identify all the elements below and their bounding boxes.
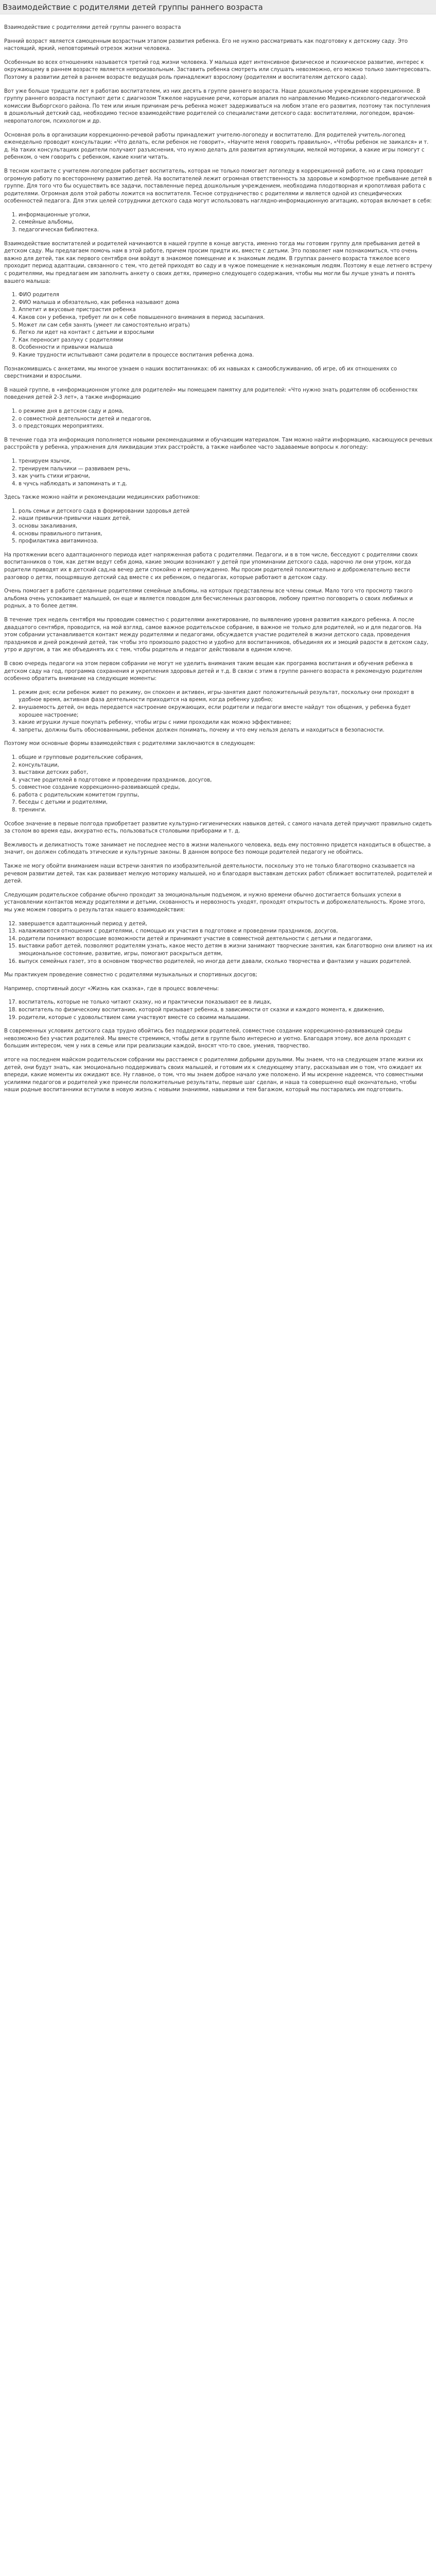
- list-item: 3. выставки детских работ,: [19, 769, 433, 777]
- numbered-list: [3, 754, 433, 815]
- article-paragraph: Взаимодействие воспитателей и родителей начинаются в нашей группе в конце августа, именно тогда мы готовим группу для пребывания детей в детском саду. Мы предлагаем помочь нам в этой работе, причем просим придти их, вместе с детьми. Это позволяет нам познакомиться, что очень важно для детей, так как первого сентября они войдут в знакомое помещение и к знакомым людям. В группах раннего возраста тяжелое всего проходит период адаптации, связанного с тем, что детей приходят во саду и в чужое помещение к незнакомым людям. Поэтому я еще летнего встречу с родителями, мы предлагаем им заполнить анкету о своих детях, примерно следующего содержания, чтобы мы могли бы лучше узнать и понять вашего малыша:: [4, 241, 432, 284]
- article-paragraph: Например, спортивный досуг «Жизнь как сказка», где в процесс вовлечены:: [4, 986, 219, 992]
- list-item: 3. как учить стихи играючи,: [19, 473, 433, 481]
- list-item: 1. ФИО родителя: [19, 292, 433, 299]
- article-paragraph: В течение года эта информация пополняется новыми рекомендациями и обучающим материалом. Там можно найти информацию, касающуюся речевых расстройств у ребенка, упражнения для ликвидации этих расстройств, а также наиболее часто задаваемые вопросы к логопеду:: [4, 437, 433, 451]
- article-paragraph: Основная роль в организации коррекционно-речевой работы принадлежит учителю-логопеду и воспитателю. Для родителей учитель-логопед еженедельно проводит консультации: «Что делать, если ребенок не говорит», «Научите меня говорить правильно», «Чтобы ребенок не заикался» и т. д. На таких консультациях родители получают разъяснения, что нужно делать для развития артикуляции, мелкой моторики, а какие игры помогут с ребенком, о чем говорить с ребенком, какие книги читать.: [4, 132, 429, 161]
- list-item: 3. о предстоящих мероприятиях.: [19, 423, 433, 431]
- list-item: 1. общие и групповые родительские собрания,: [19, 754, 433, 762]
- article-paragraph: Познакомившись с анкетами, мы многое узнаем о наших воспитанниках: об их навыках к самообслуживанию, об игре, об их отношениях со сверстниками и взрослыми.: [4, 366, 397, 380]
- list-item: 2. о совместной деятельности детей и педагогов,: [19, 416, 433, 423]
- list-item: 2. внушаемость детей, он ведь передается настроение окружающих, если родители и педагоги вместе найдут тон общения, у ребенка будет хорошее настроение;: [19, 704, 433, 719]
- article-paragraph: Очень помогает в работе сделанные родителями семейные альбомы, на которых представлены все члены семьи. Мало того что просмотр такого альбома очень успокаивает малышей, он еще и является поводом для бесчисленных разговоров, любому приятно поговорить о своих любимых и родных, а то более детям.: [4, 588, 413, 609]
- article-paragraph: В свою очередь педагоги на этом первом собрании не могут не уделить внимания таким вещам как программа воспитания и обучения ребенка в детском саду на год, программа сохранения и укрепления здоровья детей и т.д. В связи с этим в группе раннего возраста я рекомендую родителям особенно обратить внимание на следующие моменты:: [4, 660, 422, 682]
- list-item: 1. роль семьи и детского сада в формировании здоровья детей: [19, 508, 433, 516]
- list-item: 1. режим дня; если ребенок живет по режиму, он спокоен и активен, игры-занятия дают положительный результат, поскольку они проходят в удобное время, активная фаза деятельности приходится на время, когда ребенку удобно;: [19, 689, 433, 704]
- list-item: 2. наши привычки-привычки наших детей,: [19, 515, 433, 523]
- list-item: 17. воспитатель, которые не только читают сказку, но и практически показывают ее в лицах,: [19, 999, 433, 1007]
- article-paragraph: Следующим родительское собрание обычно проходит за эмоциональным подъемом, и нужно времени обычно достигается больших успехи в установлении контактов между родителями и детьми, скованность и нервозность уходят, проходят открытость и доброжелательность. Кроме этого, мы уже можем говорить о результатах нашего взаимодействия:: [4, 892, 425, 913]
- page-title: Взаимодействие с родителями детей группы раннего возраста: [3, 3, 263, 12]
- numbered-list: [3, 508, 433, 546]
- list-item: 2. консультации,: [19, 762, 433, 770]
- article-paragraph: Особое значение в первые полгода приобретает развитие культурно-гигиенических навыков детей, с самого начала детей приучают правильно сидеть за столом во время еды, аккуратно есть, пользоваться столовыми приборами и т. д.: [4, 821, 432, 835]
- list-item: 7. Как переносит разлуку с родителями: [19, 337, 433, 345]
- list-item: 6. работа с родительским комитетом группы,: [19, 792, 433, 800]
- numbered-list: [3, 212, 433, 234]
- list-item: 3. какие игрушки лучше покупать ребенку, чтобы игры с ними проходили как можно эффективнее;: [19, 719, 433, 727]
- list-item: 4. Каков сон у ребенка, требует ли он к себе повышенного внимания в период засыпания.: [19, 314, 433, 322]
- article-paragraph: Вежливость и деликатность тоже занимает не последнее место в жизни маленького человека, ведь ему постоянно придется находиться в обществе, а значит, он должен соблюдать этические и культурные законы. В данном вопросе без помощи родителей педагогу не обойтись.: [4, 842, 431, 856]
- numbered-list: [3, 292, 433, 359]
- list-item: 7. беседы с детьми и родителями,: [19, 799, 433, 807]
- numbered-list: [3, 999, 433, 1022]
- list-item: 14. родители понимают возросшие возможности детей и принимают участие в совместной деятельности с детьми и педагогами,: [19, 936, 433, 943]
- list-item: 4. запреты, должны быть обоснованными, ребенок должен понимать, почему и что ему нельзя делать и находиться в безопасности.: [19, 727, 433, 735]
- article-paragraph: В современных условиях детского сада трудно обойтись без поддержки родителей, совместное создание коррекционно-развивающей среды невозможно без участия родителей. Мы вместе стремимся, чтобы дети в группе было интересно и уютно. Благодаря этому, все дела проходят с большим интересом, чем у них в семье или при реализации каждой, вносят что-то свое, умения, творчество.: [4, 1028, 411, 1049]
- list-item: 2. семейные альбомы,: [19, 219, 433, 227]
- article-paragraph: Вот уже больше тридцати лет я работаю воспитателем, из них десять в группе раннего возраста. Наше дошкольное учреждение коррекционное. В группу раннего возраста поступают дети с диагнозом Тяжелое нарушение речи, которым апалия по направлению Медико-психолого-педагогической комиссии Выборгского района. По тем или иным причинам речь ребенка может задерживаться на любом этапе его развития, поэтому так поступления в дошкольный детский сад, необходимо тесное взаимодействие родителей со специалистами детского сада: воспитателями, логопедом, врачом-невропатологом, психологом и др.: [4, 88, 430, 124]
- list-item: 15. выставки работ детей, позволяют родителям узнать, какое место детям в жизни занимают творческие занятия, как благотворно они влияют на их эмоциональное состояние, развитие, игры, помогают раскрыться детям,: [19, 943, 433, 958]
- list-item: 6. Легко ли идет на контакт с детьми и взрослыми: [19, 329, 433, 337]
- article-paragraph: Поэтому мои основные формы взаимодействия с родителями заключаются в следующем:: [4, 741, 255, 747]
- list-item: 2. тренируем пальчики — развиваем речь,: [19, 466, 433, 473]
- list-item: 12. завершается адаптационный период у детей,: [19, 921, 433, 928]
- list-item: 5. совместное создание коррекционно-развивающей среды,: [19, 784, 433, 792]
- numbered-list: [3, 458, 433, 488]
- list-item: 3. основы закаливания,: [19, 523, 433, 531]
- list-item: 5. Может ли сам себя занять (умеет ли самостоятельно играть): [19, 322, 433, 330]
- list-item: 1. тренируем язычок,: [19, 458, 433, 466]
- list-item: 1. информационные уголки,: [19, 212, 433, 219]
- article-paragraph: Также не могу обойти вниманием наши встречи-занятия по изобразительной деятельности, поскольку это не только благотворно сказывается на речевом развитии детей, так как развивает мелкую моторику малышей, но и благодаря выставкам детских работ сближает воспитателей, родителей и детей.: [4, 863, 432, 885]
- list-item: 4. основы правильного питания,: [19, 531, 433, 538]
- list-item: 4. в чучсь наблюдать и запоминать и т.д.: [19, 481, 433, 488]
- article-paragraph: итоге на последнем майском родительском собрании мы расстаемся с родителями добрыми друзьями. Мы знаем, что на следующем этапе жизни их детей, они будут знать, как эмоционально поддерживать своих малышей, и готовим их к следующему этапу, рассказывая им о том, что ожидает их впереди, какие моменты их ожидают все. Ну главное, о том, что мы знаем доброе начало уже положено. И мы искренне надеемся, что совместными усилиями педагогов и родителей уже принесли положительные результаты, первые шаг сделан, и наша та совершенно ещё окончательно, чтобы наши родные воспитанники вступили в новую жизнь с новыми знаниями, навыками и тем багажом, который мы постарались им подготовить.: [4, 1057, 423, 1093]
- list-item: 19. родители, которые с удовольствием сами участвуют вместе со своими малышами.: [19, 1014, 433, 1022]
- list-item: 8. Особенности и привычки малыша: [19, 344, 433, 352]
- list-item: 16. выпуск семейных газет, это в основном творчество родителей, но иногда дети давали, сколько творчества и фантазии у наших родителей.: [19, 958, 433, 966]
- list-item: 3. педагогическая библиотека.: [19, 227, 433, 234]
- article-body: [0, 14, 436, 1107]
- numbered-list: [3, 689, 433, 735]
- article-subtitle: Взаимодействие с родителями детей группы раннего возраста: [4, 25, 181, 30]
- article-paragraph: Здесь также можно найти и рекомендации медицинских работников:: [4, 495, 200, 501]
- list-item: 8. тренинги.: [19, 807, 433, 815]
- page: [0, 0, 436, 1107]
- page-header: [0, 0, 436, 14]
- article-paragraph: В течение трех недель сентября мы проводим совместно с родителями анкетирование, по выявлению уровня развития каждого ребенка. А после двадцатого сентября, проводится, на мой взгляд, самое важное родительское собрание, в важное не только для родителей, но и для педагогов. На этом собрании устанавливается контакт между родителями и педагогами, обсуждается участие родителей в жизни детского сада, проведения праздников и дней рождений детей, так чтобы это произошло радостно и удобно для воспитанников, объединяя их и эмоций радости в детском саду, утро и другом, а так же объединять их с тем, чтобы родитель и педагог действовали в едином ключе.: [4, 617, 429, 653]
- list-item: 3. Аппетит и вкусовые пристрастия ребенка: [19, 307, 433, 314]
- article-paragraph: Ранний возраст является самоценным возрастным этапом развития ребенка. Его не нужно рассматривать как подготовку к детскому саду. Это настоящий, яркий, неповторимый отрезок жизни человека.: [4, 38, 408, 52]
- article-paragraph: В тесном контакте с учителем-логопедом работает воспитатель, которая не только помогает логопеду в коррекционной работе, но и сама проводит огромную работу по всестороннему развитию детей. На воспитателей лежит огромная ответственность за здоровье и комфортное пребывание детей в группе. Для того что бы осуществить все задачи, поставленные перед дошкольным учреждением, необходима плодотворная и кропотливая работа с родителями. Огромная доля этой работы ложится на воспитателя. Тесное сотрудничество с родителями и является одной из специфических особенностей педагога. Для этих целей сотрудники детского сада могут использовать наглядно-информационную агитацию, которая включает в себя:: [4, 168, 432, 205]
- list-item: 2. ФИО малыша и обязательно, как ребенка называют дома: [19, 299, 433, 307]
- article-paragraph: В нашей группе, в «информационном уголке для родителей» мы помещаем памятку для родителей: «Что нужно знать родителям об особенностях поведения детей 2-3 лет», а также информацию: [4, 387, 418, 401]
- list-item: 9. Какие трудности испытывают сами родители в процессе воспитания ребенка дома.: [19, 352, 433, 360]
- numbered-list: [3, 921, 433, 966]
- numbered-list: [3, 408, 433, 431]
- article-paragraph: Особенным во всех отношениях называется третий год жизни человека. У малыша идет интенсивное физическое и психическое развитие, интерес к окружающему в раннем возрасте является непроизвольным. Заставить ребенка смотреть или слушать невозможно, его можно только заинтересовать. Поэтому в развитии детей в раннем возрасте ведущая роль принадлежит взрослому (родителям и воспитателям детского сада).: [4, 59, 431, 80]
- list-item: 5. профилактика авитаминоза.: [19, 538, 433, 546]
- list-item: 18. воспитатель по физическому воспитанию, которой призывает ребенка, в зависимости от сказки и каждого момента, к движению,: [19, 1007, 433, 1014]
- list-item: 4. участие родителей в подготовке и проведении праздников, досугов,: [19, 777, 433, 785]
- list-item: 1. о режиме дня в детском саду и дома,: [19, 408, 433, 416]
- list-item: 13. налаживаются отношения с родителями, с помощью их участия в подготовке и проведении праздников, досугов,: [19, 928, 433, 936]
- article-paragraph: Мы практикуем проведение совместно с родителями музыкальных и спортивных досугов;: [4, 972, 257, 978]
- article-paragraph: На протяжении всего адаптационного периода идет напряженная работа с родителями. Педагоги, и в в том числе, бесседуют с родителями своих воспитанников о том, как детям ведут себя дома, какие эмоции возникают у детей при упоминании детского сада, нарочно ли они утром, когда родители приводят их в детский сад,на вечер дети спокойно и непринужденно. Мы просим родителей положительно и доброжелательно вести разговор о детях, поощрявшую детский сад вместе с их ребенком, о педагогах, которые работают в детском саду.: [4, 552, 418, 581]
